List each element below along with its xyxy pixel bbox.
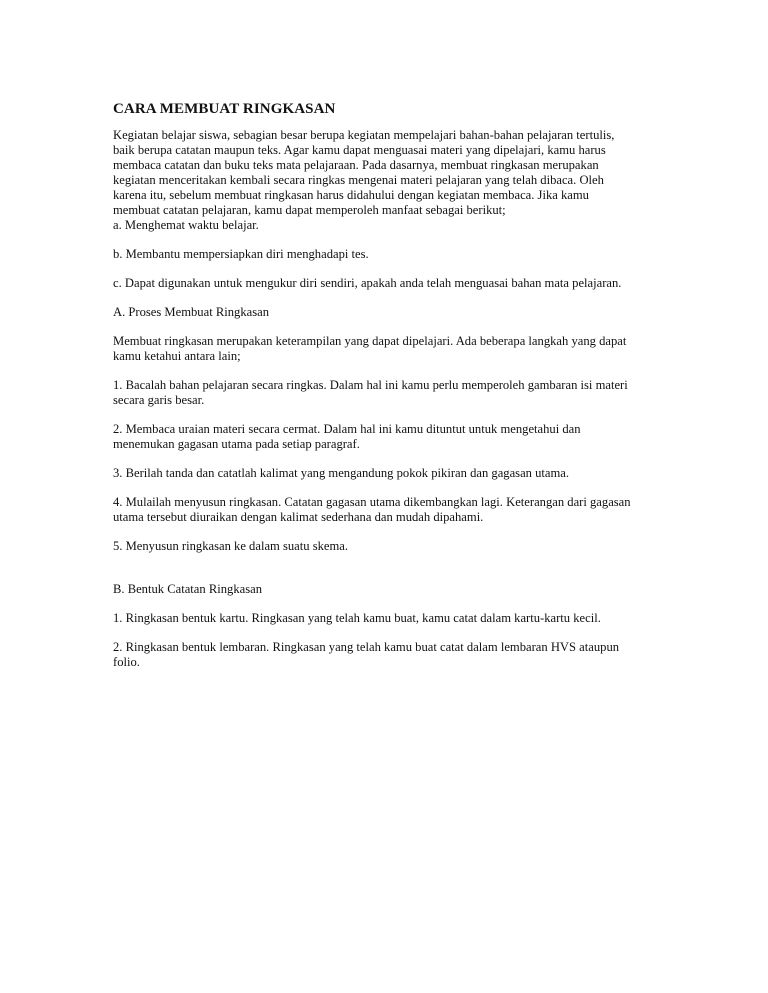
step-line: utama tersebut diuraikan dengan kalimat sederhana dan mudah dipahami.	[113, 510, 484, 524]
step-1	[113, 378, 663, 408]
benefit-b	[113, 247, 663, 262]
intro-paragraph	[113, 128, 663, 233]
step-5	[113, 539, 663, 554]
intro-line: karena itu, sebelum membuat ringkasan harus didahului dengan kegiatan membaca. Jika kamu	[113, 188, 589, 202]
step-line: 5. Menyusun ringkasan ke dalam suatu skema.	[113, 539, 349, 553]
step-line: 1. Bacalah bahan pelajaran secara ringkas. Dalam hal ini kamu perlu memperoleh gambaran isi materi	[113, 378, 628, 392]
step-line: 3. Berilah tanda dan catatlah kalimat yang mengandung pokok pikiran dan gagasan utama.	[113, 466, 570, 480]
benefit-a: a. Menghemat waktu belajar.	[113, 218, 259, 232]
form-item-2	[113, 640, 663, 670]
step-line: 4. Mulailah menyusun ringkasan. Catatan gagasan utama dikembangkan lagi. Keterangan dari gagasan	[113, 495, 631, 509]
step-line: secara garis besar.	[113, 393, 205, 407]
section-a-intro-line: kamu ketahui antara lain;	[113, 349, 241, 363]
step-4	[113, 495, 663, 525]
benefit-c	[113, 276, 663, 291]
step-line: 2. Membaca uraian materi secara cermat. Dalam hal ini kamu dituntut untuk mengetahui dan	[113, 422, 581, 436]
step-3	[113, 466, 663, 481]
intro-line: kegiatan menceritakan kembali secara ringkas mengenai materi pelajaran yang telah dibaca. Oleh	[113, 173, 604, 187]
intro-line: membaca catatan dan buku teks mata pelajaraan. Pada dasarnya, membuat ringkasan merupakan	[113, 158, 599, 172]
form-item-line: 1. Ringkasan bentuk kartu. Ringkasan yang telah kamu buat, kamu catat dalam kartu-kartu kecil.	[113, 611, 601, 625]
benefit-c-text: c. Dapat digunakan untuk mengukur diri sendiri, apakah anda telah menguasai bahan mata pelajaran.	[113, 276, 622, 290]
section-a-heading-text: A. Proses Membuat Ringkasan	[113, 305, 270, 319]
section-b-heading	[113, 582, 663, 597]
step-2	[113, 422, 663, 452]
section-b-heading-text: B. Bentuk Catatan Ringkasan	[113, 582, 263, 596]
step-line: menemukan gagasan utama pada setiap paragraf.	[113, 437, 360, 451]
document-title: CARA MEMBUAT RINGKASAN	[113, 101, 336, 117]
form-item-line: folio.	[113, 655, 140, 669]
document-page	[113, 100, 663, 684]
form-item-line: 2. Ringkasan bentuk lembaran. Ringkasan yang telah kamu buat catat dalam lembaran HVS ataupun	[113, 640, 620, 654]
intro-line: baik berupa catatan maupun teks. Agar kamu dapat menguasai materi yang dipelajari, kamu harus	[113, 143, 606, 157]
intro-line: membuat catatan pelajaran, kamu dapat memperoleh manfaat sebagai berikut;	[113, 203, 506, 217]
section-a-heading	[113, 305, 663, 320]
section-a-intro-line: Membuat ringkasan merupakan keterampilan yang dapat dipelajari. Ada beberapa langkah yang dapat	[113, 334, 627, 348]
section-a-intro	[113, 334, 663, 364]
benefit-b-text: b. Membantu mempersiapkan diri menghadapi tes.	[113, 247, 369, 261]
intro-line: Kegiatan belajar siswa, sebagian besar berupa kegiatan mempelajari bahan-bahan pelajaran tertulis,	[113, 128, 615, 142]
form-item-1	[113, 611, 663, 626]
